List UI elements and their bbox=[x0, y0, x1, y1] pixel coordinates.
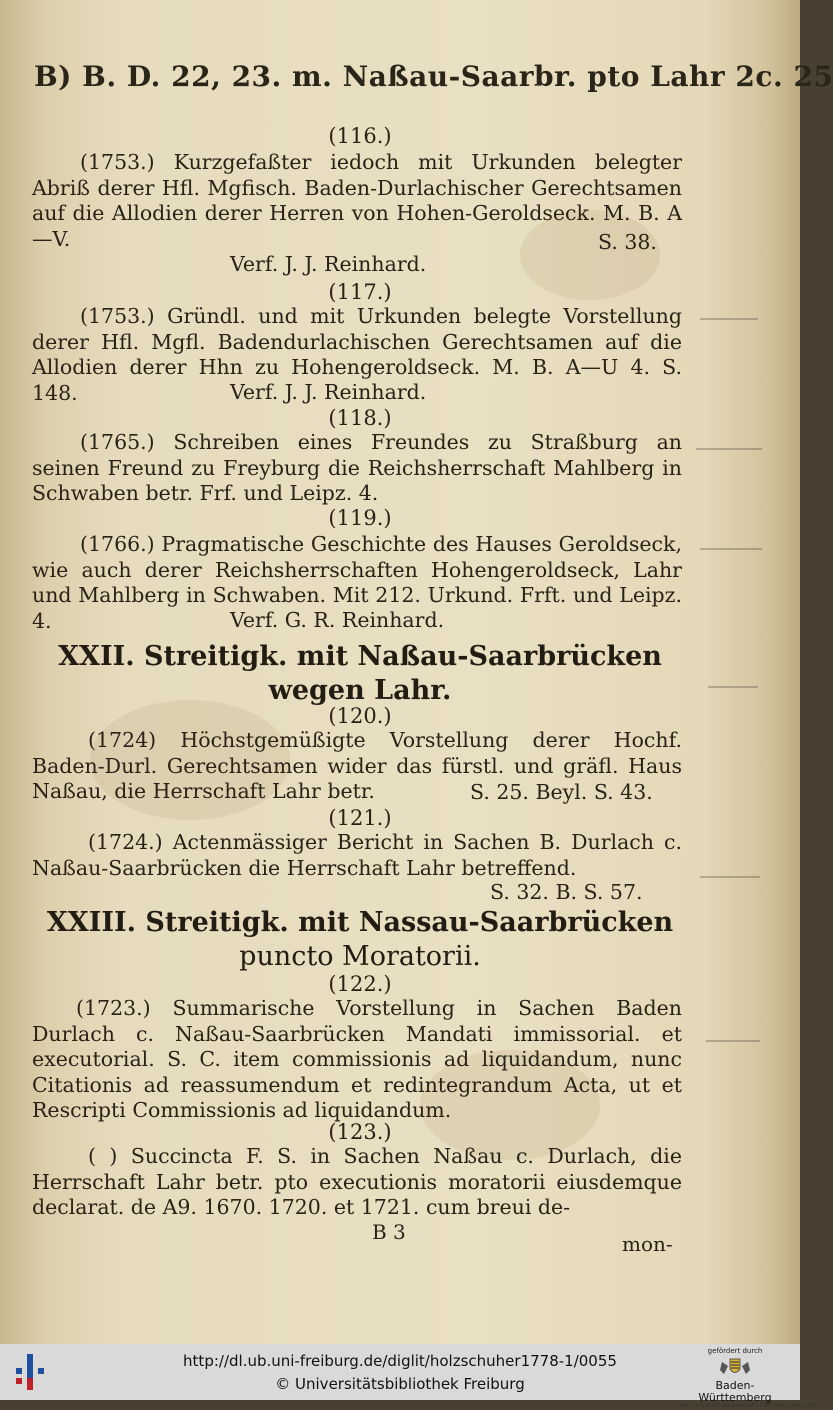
section-subtitle: puncto Moratorii. bbox=[239, 941, 481, 972]
margin-mark bbox=[700, 548, 762, 550]
entry-number: (122.) bbox=[328, 972, 392, 996]
entry-date: (1724) bbox=[88, 728, 157, 752]
page-url-link[interactable]: http://dl.ub.uni-freiburg.de/diglit/holzschuher1778-1/0055 bbox=[183, 1352, 617, 1370]
catchword: mon- bbox=[622, 1232, 673, 1256]
state-crest-icon bbox=[718, 1356, 752, 1380]
margin-mark bbox=[696, 448, 762, 450]
margin-mark bbox=[706, 1040, 760, 1042]
section-title: XXIII. Streitigk. mit Nassau-Saarbrücken bbox=[46, 907, 674, 938]
state-name: Baden-Württemberg bbox=[698, 1379, 772, 1404]
entry-body: Actenmässiger Bericht in Sachen B. Durlach c. Naßau-Saarbrücken die Herrschaft Lahr betreffend. bbox=[32, 830, 682, 880]
funding-logo bbox=[680, 1346, 817, 1409]
entry-date: (1724.) bbox=[88, 830, 163, 854]
entry-date: (1766.) bbox=[80, 532, 155, 556]
section-heading-xxiii bbox=[0, 906, 720, 974]
entry-text bbox=[32, 1144, 682, 1221]
entry-text bbox=[32, 996, 682, 1124]
viewer-footer bbox=[0, 1344, 817, 1409]
entry-text bbox=[32, 830, 682, 881]
author-line: Verf. J. J. Reinhard. bbox=[230, 252, 427, 276]
entry-body: Gründl. und mit Urkunden belegte Vorstellung derer Hfl. Mgfl. Badendurlachischen Gerechtsamen auf die Allodien derer Hhn zu Hohengeroldseck. M. B. A—U 4. S. 148. bbox=[32, 304, 682, 405]
entry-date: (1765.) bbox=[80, 430, 155, 454]
entry-body: Schreiben eines Freundes zu Straßburg an seinen Freund zu Freyburg die Reichsherrschaft Mahlberg in Schwaben betr. Frf. und Leipz. 4. bbox=[32, 430, 682, 505]
entry-number: (119.) bbox=[328, 506, 392, 530]
margin-mark bbox=[700, 318, 758, 320]
margin-mark bbox=[700, 876, 760, 878]
entry-body: Summarische Vorstellung in Sachen Baden Durlach c. Naßau-Saarbrücken Mandati immissorial. et executorial. S. C. item commissionis ad liquidandum, nunc Citationis ad reassumendum et redintegrandum Acta, ut et Rescripti Commissionis ad liquidandum. bbox=[32, 996, 682, 1122]
entry-date: (1753.) bbox=[80, 150, 155, 174]
entry-body: Höchstgemüßigte Vorstellung derer Hochf. Baden-Durl. Gerechtsamen wider das fürstl. und gräfl. Haus Naßau, die Herrschaft Lahr betr. bbox=[32, 728, 682, 803]
entry-number: (117.) bbox=[328, 280, 392, 304]
entry-text bbox=[32, 430, 682, 507]
section-heading-xxii bbox=[0, 640, 720, 708]
running-head: B) B. D. 22, 23. m. Naßau-Saarbr. pto Lahr 2c. 25 bbox=[34, 60, 833, 93]
author-line: Verf. J. J. Reinhard. bbox=[230, 380, 427, 404]
entry-body: Pragmatische Geschichte des Hauses Geroldseck, wie auch derer Reichsherrschaften Hohengeroldseck, Lahr und Mahlberg in Schwaben. Mit 212. Urkund. Frft. und Leipz. 4. bbox=[32, 532, 682, 633]
funded-by-label: gefördert durch bbox=[707, 1347, 763, 1355]
page-reference: S. 25. Beyl. S. 43. bbox=[470, 780, 653, 804]
page-reference: S. 38. bbox=[598, 230, 657, 254]
entry-number: (123.) bbox=[328, 1120, 392, 1144]
entry-date: (1753.) bbox=[80, 304, 155, 328]
entry-text bbox=[32, 150, 682, 252]
entry-date: (1723.) bbox=[76, 996, 151, 1020]
entry-body: Kurzgefaßter iedoch mit Urkunden belegter Abriß derer Hfl. Mgfisch. Baden-Durlachischer Gerechtsamen auf die Allodien derer Herren von Hohen-Geroldseck. M. B. A—V. bbox=[32, 150, 682, 251]
entry-body: Succincta F. S. in Sachen Naßau c. Durlach, die Herrschaft Lahr betr. pto executionis moratorii eiusdemque declarat. de A9. 1670. 1720. et 1721. cum breui de- bbox=[32, 1144, 682, 1219]
copyright-notice: © Universitätsbibliothek Freiburg bbox=[275, 1375, 525, 1393]
entry-date: ( ) bbox=[88, 1144, 118, 1168]
entry-number: (116.) bbox=[328, 124, 392, 148]
entry-number: (118.) bbox=[328, 406, 392, 430]
signature-mark: B 3 bbox=[372, 1220, 406, 1244]
entry-number: (121.) bbox=[328, 806, 392, 830]
page-reference: S. 32. B. S. 57. bbox=[490, 880, 643, 904]
section-subtitle: wegen Lahr. bbox=[268, 675, 452, 706]
author-line: Verf. G. R. Reinhard. bbox=[230, 608, 445, 632]
entry-number: (120.) bbox=[328, 704, 392, 728]
ministry-name: MINISTERIUM FÜR WISSENSCHAFT, FORSCHUNG UND KUNST bbox=[680, 1404, 817, 1409]
section-title: XXII. Streitigk. mit Naßau-Saarbrücken bbox=[58, 641, 662, 672]
